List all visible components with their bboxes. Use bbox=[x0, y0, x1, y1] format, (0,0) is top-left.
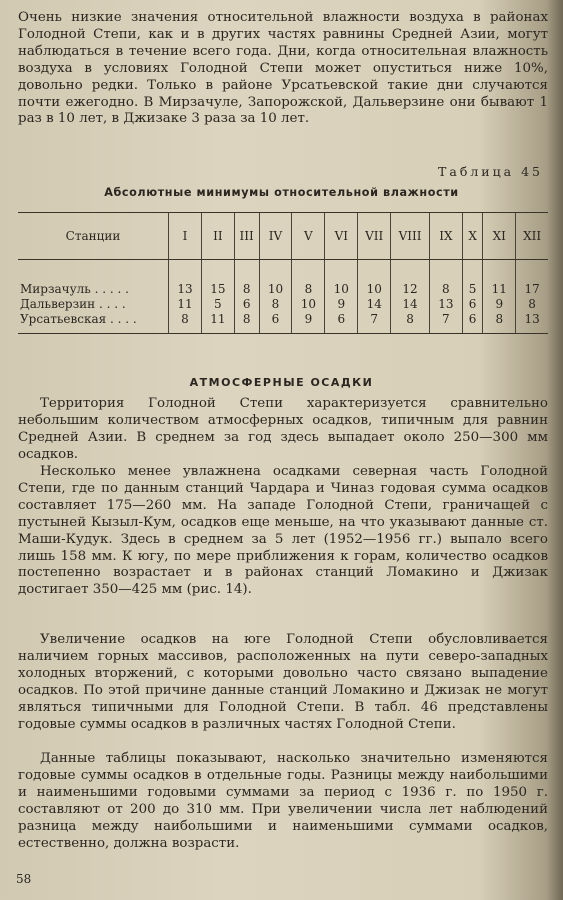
table-cell: 8 bbox=[483, 312, 516, 334]
table-cell: 9 bbox=[483, 297, 516, 312]
table-cell: 11 bbox=[483, 282, 516, 297]
table-cell: 12 bbox=[391, 282, 430, 297]
month-header: III bbox=[234, 213, 259, 260]
month-header: VIII bbox=[391, 213, 430, 260]
table-cell: 8 bbox=[234, 312, 259, 334]
table-row bbox=[18, 312, 548, 334]
table-cell: 8 bbox=[169, 312, 202, 334]
paragraph-precipitation-intro: Территория Голодной Степи характеризуется сравнительно небольшим количеством атмосферных осадков, типичным для равнин Средней Азии. В среднем за год здесь выпадает около 250—300 мм осадков. bbox=[18, 396, 548, 462]
table-cell: 10 bbox=[292, 297, 325, 312]
table-cell: 8 bbox=[292, 282, 325, 297]
month-header: XII bbox=[516, 213, 548, 260]
table-cell: 8 bbox=[516, 297, 548, 312]
table-cell: 6 bbox=[462, 297, 483, 312]
table-cell: 10 bbox=[325, 282, 358, 297]
table-cell: 8 bbox=[234, 282, 259, 297]
table-cell: 11 bbox=[169, 297, 202, 312]
month-header: VII bbox=[358, 213, 391, 260]
table-cell: 15 bbox=[201, 282, 234, 297]
paragraph-humidity-minimum: Очень низкие значения относительной влажности воздуха в районах Голодной Степи, как и в других частях равнины Средней Азии, могут наблюдаться в течение всего года. Дни, когда относительная влажность воздуха в условиях Голодной Степи может опуститься ниже 10%, довольно редки. Только в районе Урсатьевской такие дни случаются почти ежегодно. В Мирзачуле, Запорожской, Дальверзине они бывают 1 раз в 10 лет, в Джизаке 3 раза за 10 лет. bbox=[18, 10, 548, 127]
table-cell: 5 bbox=[201, 297, 234, 312]
table-cell: 6 bbox=[325, 312, 358, 334]
table-spacer-row bbox=[18, 260, 548, 283]
table-cell: 8 bbox=[429, 282, 462, 297]
table-cell: 13 bbox=[429, 297, 462, 312]
paragraph-precipitation-variability: Данные таблицы показывают, насколько значительно изменяются годовые суммы осадков в отдельные годы. Разницы между наибольшими и наименьшими годовыми суммами за период с 1936 г. по 1950 г. составляют от 200 до 310 мм. При увеличении числа лет наблюдений разница между наибольшими и наименьшими суммами осадков, естественно, должна возрасти. bbox=[18, 751, 548, 851]
table-cell: 6 bbox=[462, 312, 483, 334]
humidity-minimum-table bbox=[18, 212, 548, 334]
table-cell: 14 bbox=[391, 297, 430, 312]
station-name: Урсатьевская . . . . bbox=[18, 312, 169, 334]
table-cell: 14 bbox=[358, 297, 391, 312]
table-row bbox=[18, 282, 548, 297]
month-header: XI bbox=[483, 213, 516, 260]
table-cell: 5 bbox=[462, 282, 483, 297]
table-cell: 6 bbox=[234, 297, 259, 312]
table-cell: 9 bbox=[292, 312, 325, 334]
table-cell: 6 bbox=[259, 312, 292, 334]
table-cell: 7 bbox=[429, 312, 462, 334]
station-name: Мирзачуль . . . . . bbox=[20, 282, 129, 296]
paragraph-precipitation-north-west: Несколько менее увлажнена осадками северная часть Голодной Степи, где по данным станций Чардара и Чиназ годовая сумма осадков составляет 175—260 мм. На западе Голодной Степи, граничащей с пустыней Кызыл-Кум, осадков еще меньше, на что указывают данные ст. Маши-Кудук. Здесь в среднем за 5 лет (1952—1956 гг.) выпало всего лишь 158 мм. К югу, по мере приближения к горам, количество осадков постепенно возрастает и в районах станций Ломакино и Джизак достигает 350—425 мм (рис. 14). bbox=[18, 464, 548, 598]
table-header-row bbox=[18, 213, 548, 260]
month-header: VI bbox=[325, 213, 358, 260]
station-name: Дальверзин . . . . bbox=[20, 297, 126, 311]
table-row bbox=[18, 297, 548, 312]
table-cell: 10 bbox=[358, 282, 391, 297]
table-title: Абсолютные минимумы относительной влажности bbox=[104, 186, 459, 199]
table-cell: 7 bbox=[358, 312, 391, 334]
section-heading: АТМОСФЕРНЫЕ ОСАДКИ bbox=[189, 376, 374, 389]
page-number: 58 bbox=[16, 872, 32, 886]
month-header: II bbox=[201, 213, 234, 260]
month-header: IV bbox=[259, 213, 292, 260]
table-cell: 11 bbox=[201, 312, 234, 334]
table-cell: 13 bbox=[516, 312, 548, 334]
paragraph-precipitation-south: Увеличение осадков на юге Голодной Степи обусловливается наличием горных массивов, расположенных на пути северо-западных холодных вторжений, с которыми довольно часто связано выпадение осадков. По этой причине данные станций Ломакино и Джизак не могут являться типичными для Голодной Степи. В табл. 46 представлены годовые суммы осадков в различных частях Голодной Степи. bbox=[18, 632, 548, 732]
table-number: Таблица 45 bbox=[438, 164, 543, 179]
table-cell: 9 bbox=[325, 297, 358, 312]
month-header: I bbox=[169, 213, 202, 260]
month-header: IX bbox=[429, 213, 462, 260]
table-cell: 13 bbox=[169, 282, 202, 297]
table-cell: 8 bbox=[259, 297, 292, 312]
month-header: V bbox=[292, 213, 325, 260]
table-cell: 10 bbox=[259, 282, 292, 297]
month-header: X bbox=[462, 213, 483, 260]
table-cell: 17 bbox=[516, 282, 548, 297]
station-column-header: Станции bbox=[18, 213, 169, 260]
table-cell: 8 bbox=[391, 312, 430, 334]
